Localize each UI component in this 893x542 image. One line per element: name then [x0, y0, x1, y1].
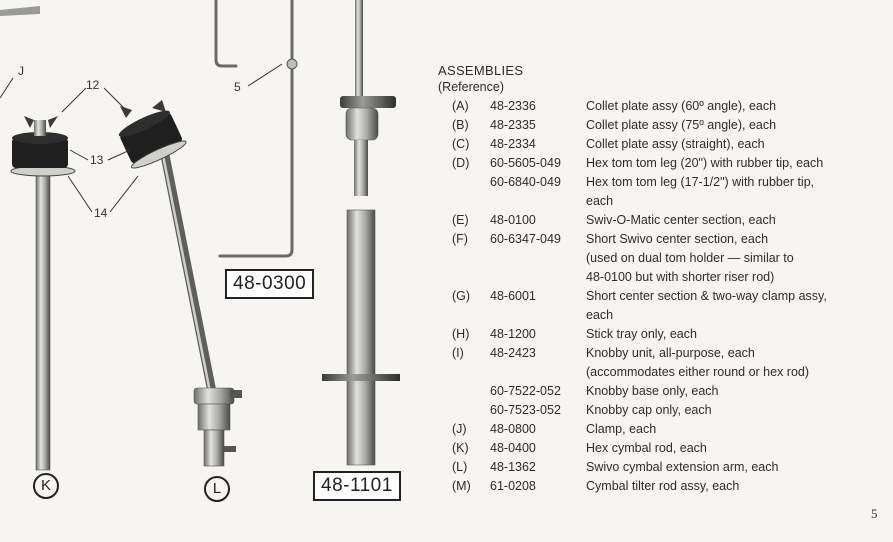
part-description: Hex tom tom leg (20") with rubber tip, each [586, 156, 824, 170]
parts-list-row [438, 382, 888, 401]
parts-list-rows [438, 97, 888, 496]
part-description: (accommodates either round or hex rod) [586, 365, 810, 379]
part-description: Hex tom tom leg (17-1/2") with rubber tip, [586, 175, 815, 189]
part-letter: (C) [452, 137, 470, 151]
part-number: 60-7523-052 [490, 403, 561, 417]
part-number: 60-6840-049 [490, 175, 561, 189]
part-description: Knobby base only, each [586, 384, 719, 398]
part-number-48-0300: 48-0300 [225, 269, 314, 299]
parts-list-row [438, 306, 888, 325]
part-description: Cymbal tilter rod assy, each [586, 479, 740, 493]
callout-13: 13 [90, 153, 104, 167]
part-number: 61-0208 [490, 479, 536, 493]
parts-list-row [438, 116, 888, 135]
parts-list-row [438, 439, 888, 458]
part-number: 48-1362 [490, 460, 536, 474]
part-letter: (I) [452, 346, 464, 360]
part-letter: (D) [452, 156, 470, 170]
part-letter: (L) [452, 460, 468, 474]
part-number: 48-2423 [490, 346, 536, 360]
part-description: each [586, 308, 614, 322]
part-letter: (J) [452, 422, 467, 436]
parts-list-row [438, 154, 888, 173]
part-number: 48-0800 [490, 422, 536, 436]
hex-cymbal-rod-k [11, 116, 75, 470]
hardware-illustration [0, 0, 420, 542]
parts-list-row [438, 249, 888, 268]
part-letter: (G) [452, 289, 471, 303]
parts-list-row [438, 135, 888, 154]
part-description: Short Swivo center section, each [586, 232, 769, 246]
bent-rod [216, 0, 292, 256]
part-description: each [586, 194, 614, 208]
parts-list-row [438, 192, 888, 211]
assemblies-parts-list [438, 63, 888, 496]
part-description: Collet plate assy (60º angle), each [586, 99, 777, 113]
part-letter: (B) [452, 118, 469, 132]
parts-list-row [438, 325, 888, 344]
parts-list-row [438, 458, 888, 477]
part-letter: (H) [452, 327, 470, 341]
part-description: Swivo cymbal extension arm, each [586, 460, 779, 474]
part-number: 48-0100 [490, 213, 536, 227]
parts-list-row [438, 268, 888, 287]
parts-list-row [438, 420, 888, 439]
parts-list-row [438, 363, 888, 382]
part-description: Short center section & two-way clamp assy, [586, 289, 827, 303]
part-description: Swiv-O-Matic center section, each [586, 213, 776, 227]
parts-list-row [438, 211, 888, 230]
part-description: Knobby unit, all-purpose, each [586, 346, 755, 360]
part-description: Collet plate assy (75º angle), each [586, 118, 777, 132]
part-description: 48-0100 but with shorter riser rod) [586, 270, 775, 284]
callout-5: 5 [234, 80, 241, 94]
parts-list-row [438, 97, 888, 116]
part-number: 48-2336 [490, 99, 536, 113]
part-description: Clamp, each [586, 422, 657, 436]
part-description: Collet plate assy (straight), each [586, 137, 765, 151]
part-description: Knobby cap only, each [586, 403, 712, 417]
part-letter: (K) [452, 441, 469, 455]
parts-list-subheading: (Reference) [438, 80, 504, 94]
part-number: 48-0400 [490, 441, 536, 455]
part-letter: (M) [452, 479, 471, 493]
part-number: 48-2335 [490, 118, 536, 132]
part-description: Stick tray only, each [586, 327, 697, 341]
circle-letter-l: L [204, 476, 230, 502]
part-number-48-1101: 48-1101 [313, 471, 401, 501]
parts-list-row [438, 344, 888, 363]
part-letter: (E) [452, 213, 469, 227]
top-left-fragment [0, 6, 40, 16]
part-number: 48-6001 [490, 289, 536, 303]
part-number: 60-7522-052 [490, 384, 561, 398]
swivo-extension-arm-l [115, 100, 242, 466]
page-number: 5 [871, 506, 878, 521]
parts-list-heading: ASSEMBLIES [438, 63, 524, 78]
callout-j: J [18, 64, 24, 78]
parts-list-row [438, 477, 888, 496]
parts-list-row [438, 401, 888, 420]
circle-letter-k: K [33, 473, 59, 499]
center-section-assembly [322, 0, 400, 465]
part-letter: (A) [452, 99, 469, 113]
part-number: 48-1200 [490, 327, 536, 341]
parts-list-row [438, 230, 888, 249]
part-letter: (F) [452, 232, 468, 246]
part-number: 60-5605-049 [490, 156, 561, 170]
part-number: 60-6347-049 [490, 232, 561, 246]
callout-14: 14 [94, 206, 108, 220]
part-number: 48-2334 [490, 137, 536, 151]
part-description: Hex cymbal rod, each [586, 441, 707, 455]
parts-list-row [438, 173, 888, 192]
callout-12: 12 [86, 78, 100, 92]
part-description: (used on dual tom holder — similar to [586, 251, 794, 265]
parts-list-row [438, 287, 888, 306]
